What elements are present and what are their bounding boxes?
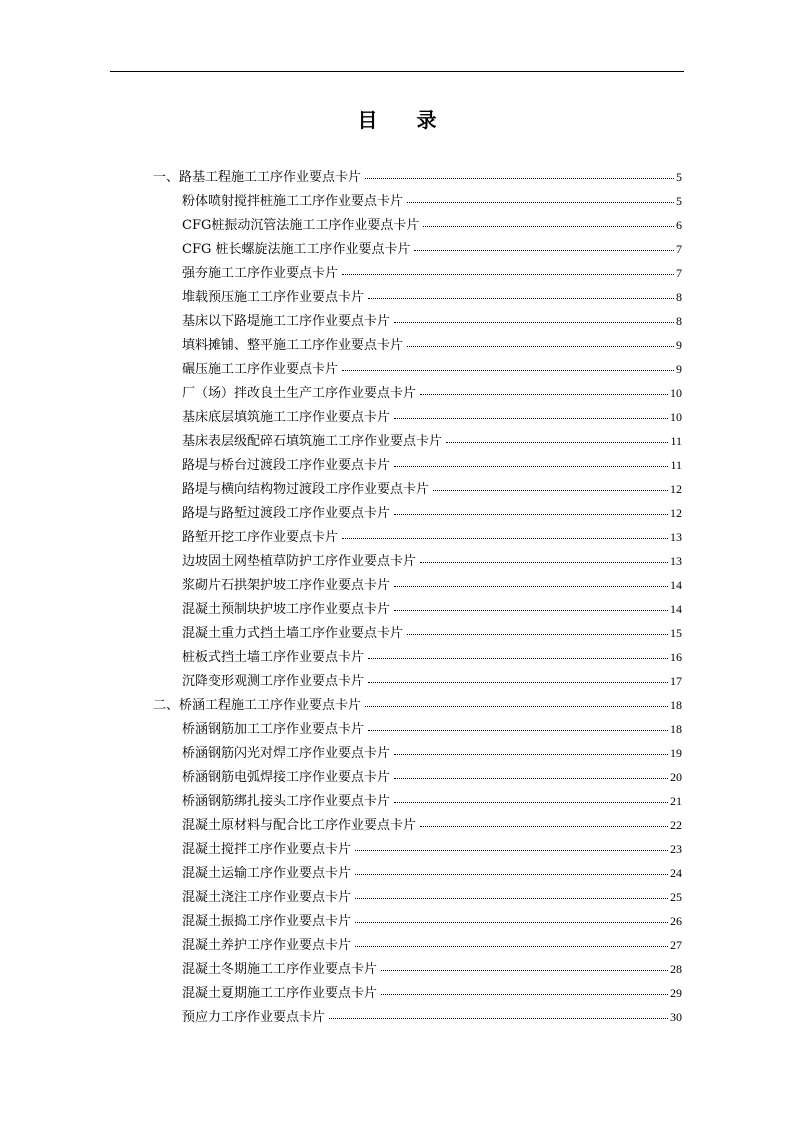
toc-entry-label: 预应力工序作业要点卡片: [182, 1010, 326, 1025]
toc-dot-leader: [433, 490, 668, 491]
toc-entry-label: 桥涵钢筋电弧焊接工序作业要点卡片: [182, 770, 391, 785]
toc-entry-label: 填料摊铺、整平施工工序作业要点卡片: [182, 338, 404, 353]
toc-dot-leader: [423, 226, 674, 227]
toc-entry[interactable]: [182, 455, 682, 475]
toc-dot-leader: [381, 994, 668, 995]
toc-page-number: 10: [670, 386, 682, 400]
toc-entry-label: 路堤与桥台过渡段工序作业要点卡片: [182, 458, 391, 473]
toc-page-number: 11: [670, 458, 682, 472]
toc-entry-label: 厂（场）拌改良土生产工序作业要点卡片: [182, 386, 417, 401]
toc-dot-leader: [368, 730, 668, 731]
toc-page-number: 25: [670, 890, 682, 904]
toc-entry-label: 碾压施工工序作业要点卡片: [182, 362, 339, 377]
toc-page-number: 24: [670, 866, 682, 880]
toc-dot-leader: [365, 706, 668, 707]
toc-entry-label: 堆载预压施工工序作业要点卡片: [182, 290, 365, 305]
toc-entry[interactable]: [182, 839, 682, 859]
toc-dot-leader: [420, 562, 668, 563]
toc-entry-label: 混凝土原材料与配合比工序作业要点卡片: [182, 818, 417, 833]
toc-page-number: 6: [676, 218, 682, 232]
toc-entry-label: 路堤与横向结构物过渡段工序作业要点卡片: [182, 482, 430, 497]
toc-entry-label: 浆砌片石拱架护坡工序作业要点卡片: [182, 578, 391, 593]
toc-entry-label: 基床以下路堤施工工序作业要点卡片: [182, 314, 391, 329]
toc-page-number: 30: [670, 1010, 682, 1024]
toc-entry[interactable]: [182, 887, 682, 907]
toc-entry-label: 混凝土夏期施工工序作业要点卡片: [182, 986, 378, 1001]
toc-page-number: 29: [670, 986, 682, 1000]
toc-dot-leader: [394, 802, 668, 803]
toc-entry[interactable]: [182, 911, 682, 931]
toc-entry-label: 桥涵钢筋绑扎接头工序作业要点卡片: [182, 794, 391, 809]
toc-dot-leader: [365, 178, 674, 179]
toc-entry-label: 边坡固土网垫植草防护工序作业要点卡片: [182, 554, 417, 569]
toc-page-number: 13: [670, 554, 682, 568]
toc-entry[interactable]: [182, 431, 682, 451]
toc-page-number: 12: [670, 482, 682, 496]
toc-dot-leader: [342, 538, 668, 539]
toc-dot-leader: [420, 826, 668, 827]
toc-page-number: 14: [670, 578, 682, 592]
toc-dot-leader: [329, 1018, 668, 1019]
toc-dot-leader: [394, 586, 668, 587]
toc-page-number: 11: [670, 434, 682, 448]
toc-entry-label: 混凝土重力式挡土墙工序作业要点卡片: [182, 626, 404, 641]
toc-page-number: 13: [670, 530, 682, 544]
toc-entry[interactable]: [182, 551, 682, 571]
toc-page-number: 27: [670, 938, 682, 952]
toc-page-number: 7: [676, 266, 682, 280]
toc-entry[interactable]: [182, 311, 682, 331]
toc-entry[interactable]: [182, 215, 682, 235]
toc-dot-leader: [355, 898, 668, 899]
toc-section-entry[interactable]: [153, 695, 682, 715]
toc-entry-label: 粉体喷射搅拌桩施工工序作业要点卡片: [182, 194, 404, 209]
toc-dot-leader: [355, 946, 668, 947]
toc-entry[interactable]: [182, 383, 682, 403]
toc-entry[interactable]: [182, 407, 682, 427]
toc-entry[interactable]: [182, 959, 682, 979]
toc-page-number: 9: [676, 362, 682, 376]
toc-section-entry[interactable]: [153, 167, 682, 187]
toc-entry[interactable]: [182, 599, 682, 619]
toc-entry[interactable]: [182, 671, 682, 691]
toc-entry-label: 混凝土冬期施工工序作业要点卡片: [182, 962, 378, 977]
toc-entry[interactable]: [182, 743, 682, 763]
toc-entry[interactable]: [182, 1007, 682, 1027]
toc-page-number: 19: [670, 746, 682, 760]
toc-page-number: 26: [670, 914, 682, 928]
toc-entry[interactable]: [182, 791, 682, 811]
toc-entry-label: 混凝土振捣工序作业要点卡片: [182, 914, 352, 929]
toc-entry-label: 基床表层级配碎石填筑施工工序作业要点卡片: [182, 434, 443, 449]
toc-dot-leader: [420, 394, 668, 395]
toc-dot-leader: [414, 250, 674, 251]
toc-entry[interactable]: [182, 983, 682, 1003]
toc-entry[interactable]: [182, 191, 682, 211]
toc-entry[interactable]: [182, 935, 682, 955]
toc-page-number: 28: [670, 962, 682, 976]
toc-dot-leader: [394, 514, 668, 515]
toc-page-number: 20: [670, 770, 682, 784]
toc-entry-label: 桥涵钢筋加工工序作业要点卡片: [182, 722, 365, 737]
toc-dot-leader: [355, 874, 668, 875]
toc-entry[interactable]: [182, 767, 682, 787]
toc-entry[interactable]: [182, 239, 682, 259]
toc-entry[interactable]: [182, 335, 682, 355]
toc-dot-leader: [394, 466, 668, 467]
toc-page-number: 8: [676, 290, 682, 304]
toc-entry-label: 路堑开挖工序作业要点卡片: [182, 530, 339, 545]
toc-dot-leader: [381, 970, 668, 971]
toc-page-number: 14: [670, 602, 682, 616]
toc-entry[interactable]: [182, 863, 682, 883]
toc-dot-leader: [394, 322, 674, 323]
toc-dot-leader: [407, 634, 668, 635]
toc-page-number: 21: [670, 794, 682, 808]
toc-entry[interactable]: [182, 287, 682, 307]
toc-entry[interactable]: [182, 527, 682, 547]
toc-page-number: 5: [676, 194, 682, 208]
toc-dot-leader: [355, 922, 668, 923]
toc-page-number: 10: [670, 410, 682, 424]
toc-dot-leader: [394, 754, 668, 755]
toc-entry-label: 二、桥涵工程施工工序作业要点卡片: [153, 698, 362, 713]
toc-entry-label: CFG桩振动沉管法施工工序作业要点卡片: [182, 218, 420, 233]
toc-page-number: 5: [676, 170, 682, 184]
toc-entry-label: 路堤与路堑过渡段工序作业要点卡片: [182, 506, 391, 521]
toc-entry[interactable]: [182, 647, 682, 667]
toc-entry[interactable]: [182, 623, 682, 643]
toc-entry-label: 一、路基工程施工工序作业要点卡片: [153, 170, 362, 185]
toc-dot-leader: [342, 370, 674, 371]
toc-entry[interactable]: [182, 503, 682, 523]
toc-entry[interactable]: [182, 719, 682, 739]
toc-entry-label: 混凝土运输工序作业要点卡片: [182, 866, 352, 881]
toc-page-number: 22: [670, 818, 682, 832]
toc-page-number: 18: [670, 722, 682, 736]
toc-dot-leader: [355, 850, 668, 851]
header-rule: [110, 71, 684, 72]
toc-entry-label: 混凝土预制块护坡工序作业要点卡片: [182, 602, 391, 617]
toc-entry-label: 混凝土浇注工序作业要点卡片: [182, 890, 352, 905]
toc-page-number: 15: [670, 626, 682, 640]
toc-entry-label: 混凝土搅拌工序作业要点卡片: [182, 842, 352, 857]
toc-entry[interactable]: [182, 575, 682, 595]
toc-dot-leader: [446, 442, 668, 443]
toc-entry[interactable]: [182, 815, 682, 835]
toc-page-number: 9: [676, 338, 682, 352]
toc-entry-label: 桩板式挡土墙工序作业要点卡片: [182, 650, 365, 665]
toc-title: 目 录: [357, 108, 453, 132]
toc-dot-leader: [394, 778, 668, 779]
toc-dot-leader: [368, 658, 668, 659]
toc-page-number: 12: [670, 506, 682, 520]
toc-entry[interactable]: [182, 263, 682, 283]
toc-dot-leader: [407, 346, 674, 347]
toc-dot-leader: [394, 418, 668, 419]
toc-dot-leader: [342, 274, 674, 275]
toc-page-number: 7: [676, 242, 682, 256]
toc-entry-label: 混凝土养护工序作业要点卡片: [182, 938, 352, 953]
toc-entry-label: CFG 桩长螺旋法施工工序作业要点卡片: [182, 242, 411, 257]
toc-entry-label: 强夯施工工序作业要点卡片: [182, 266, 339, 281]
toc-dot-leader: [368, 682, 668, 683]
toc-page-number: 18: [670, 698, 682, 712]
toc-entry[interactable]: [182, 359, 682, 379]
toc-dot-leader: [407, 202, 674, 203]
toc-page-number: 8: [676, 314, 682, 328]
toc-page-number: 16: [670, 650, 682, 664]
toc-dot-leader: [394, 610, 668, 611]
toc-dot-leader: [368, 298, 674, 299]
toc-page-number: 23: [670, 842, 682, 856]
toc-entry-label: 沉降变形观测工序作业要点卡片: [182, 674, 365, 689]
toc-entry-label: 桥涵钢筋闪光对焊工序作业要点卡片: [182, 746, 391, 761]
toc-page-number: 17: [670, 674, 682, 688]
toc-entry[interactable]: [182, 479, 682, 499]
toc-entry-label: 基床底层填筑施工工序作业要点卡片: [182, 410, 391, 425]
